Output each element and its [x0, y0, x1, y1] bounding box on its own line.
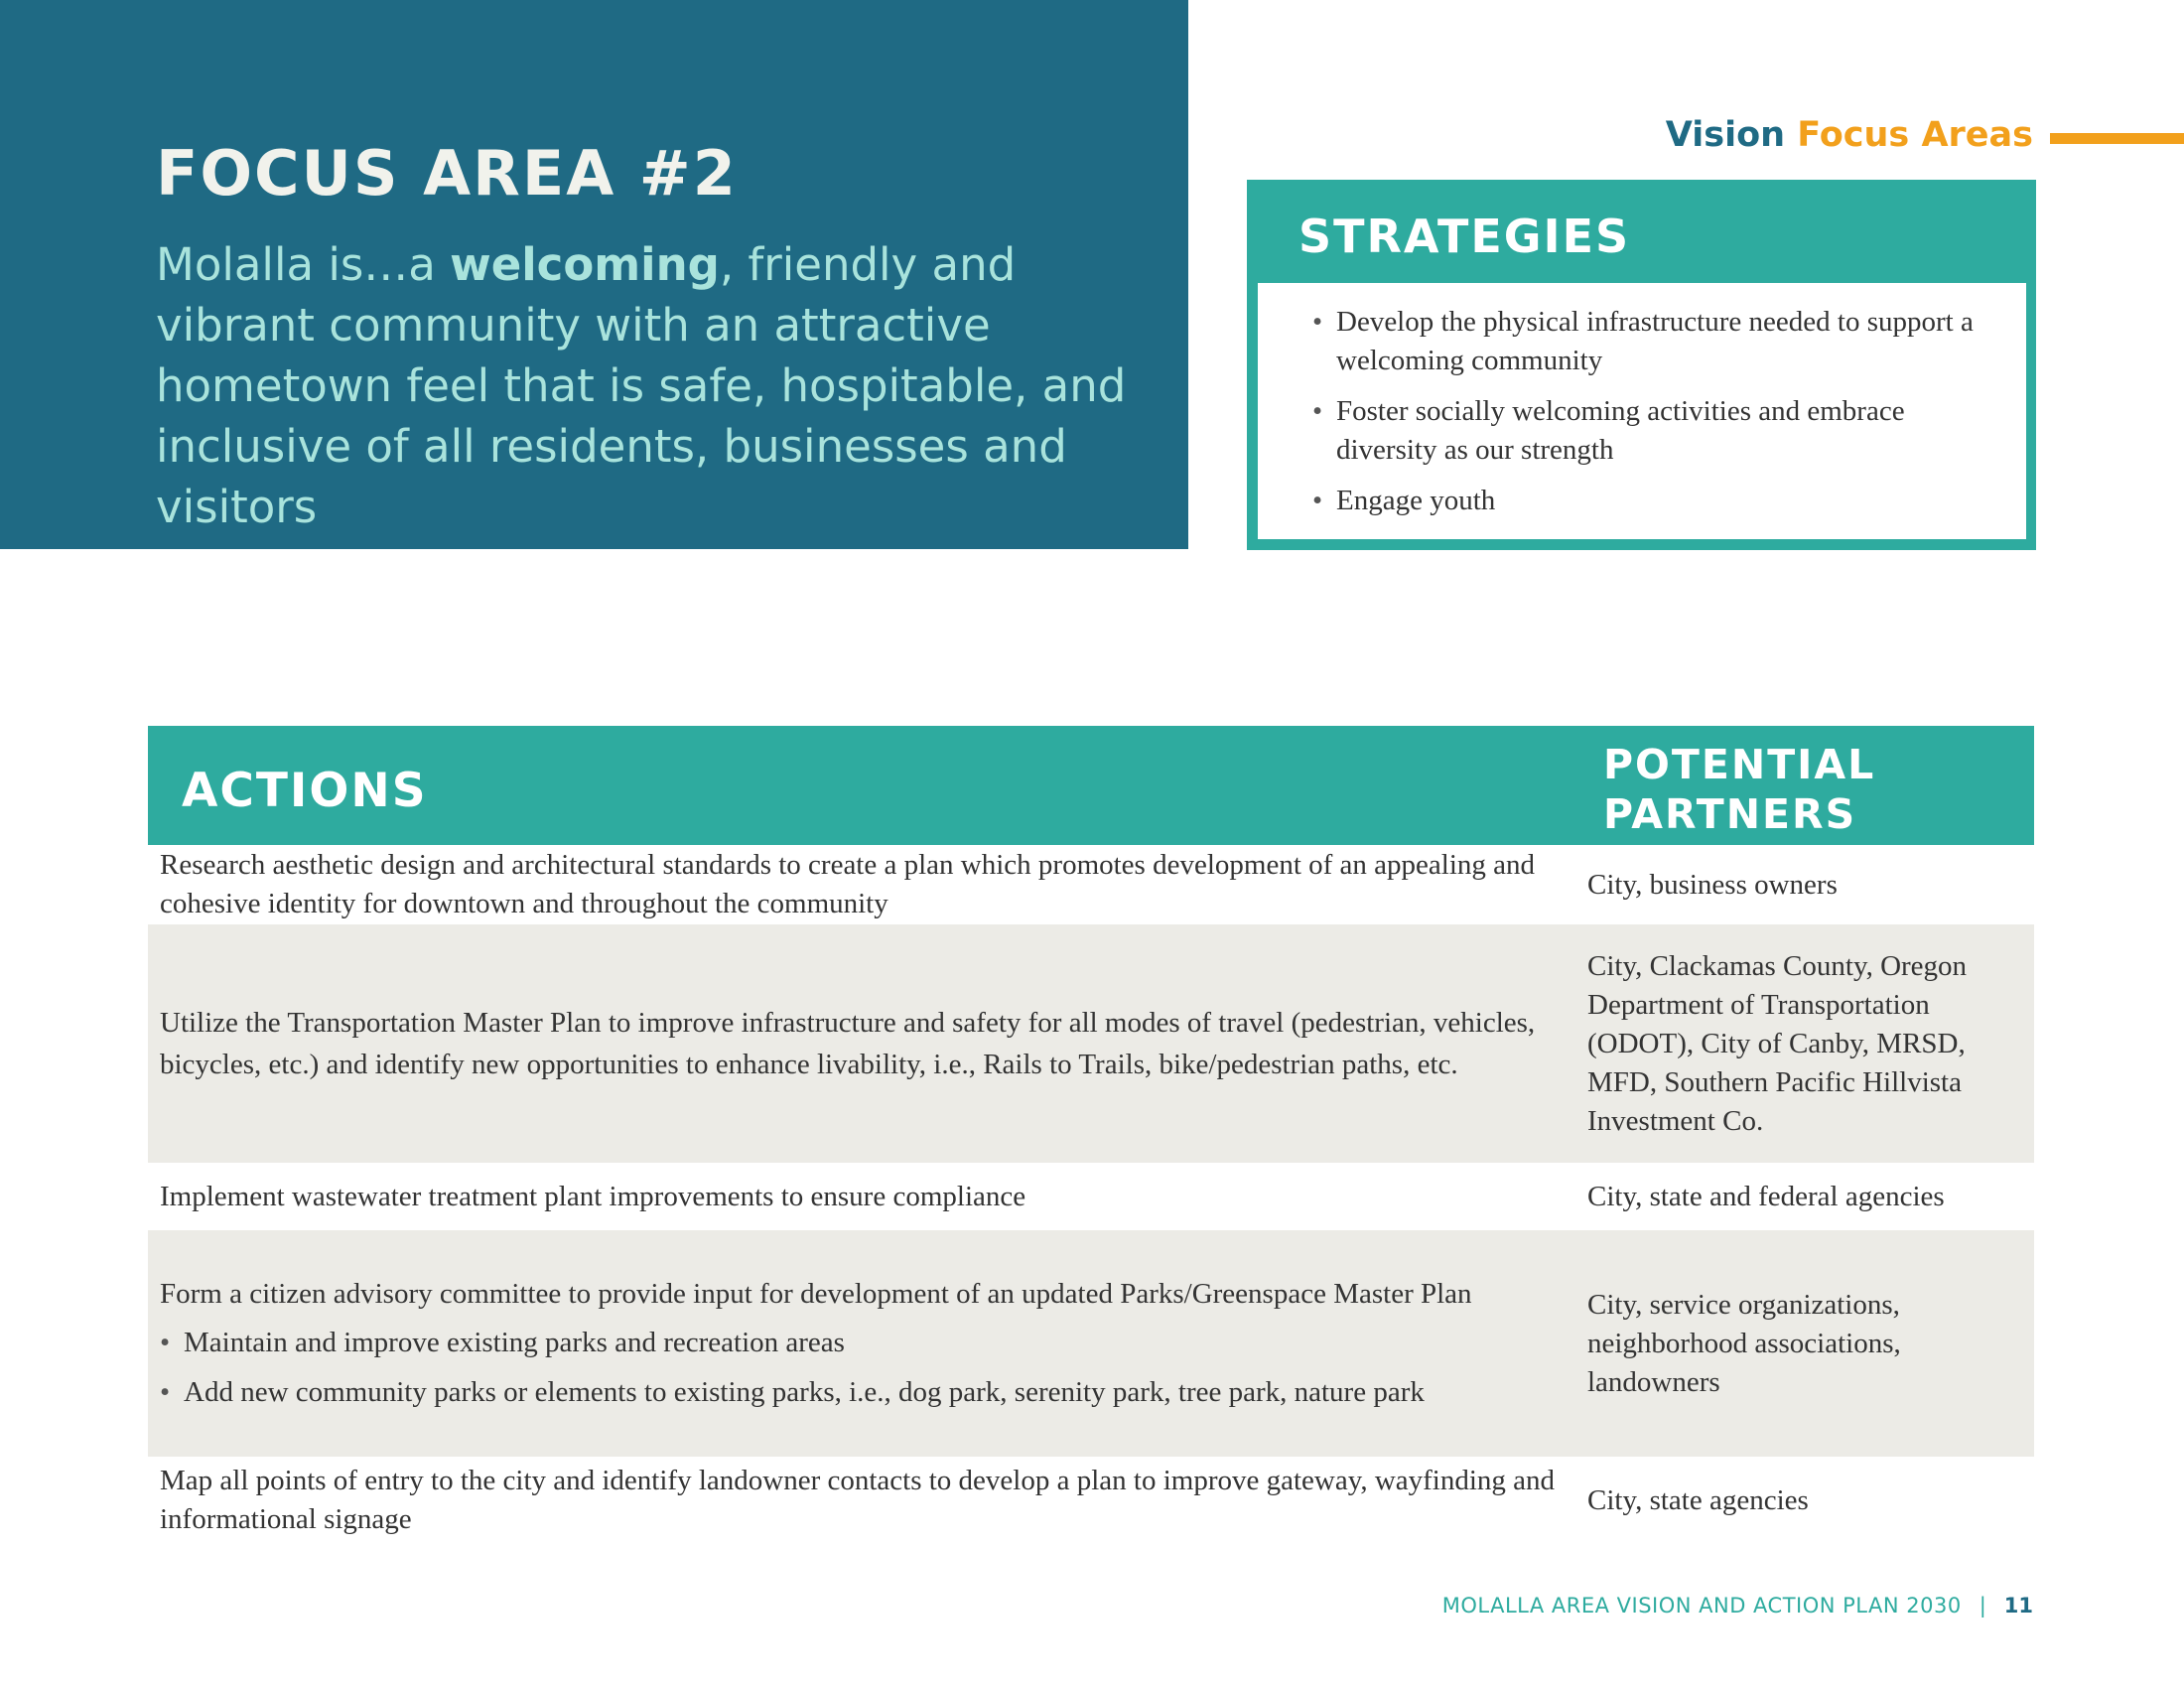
table-row [148, 1457, 2034, 1544]
partners-column-header: POTENTIAL PARTNERS [1603, 741, 1876, 838]
action-sub-item: • Maintain and improve existing parks and recreation areas [160, 1324, 1568, 1362]
action-sub-list [160, 1324, 1568, 1412]
table-row [148, 1230, 2034, 1457]
footer-separator: | [1979, 1594, 1986, 1618]
partners-cell: City, state and federal agencies [1587, 1180, 1945, 1212]
action-cell: Research aesthetic design and architectural standards to create a plan which promotes development of an appealing and cohesive identity for downtown and throughout the community [160, 849, 1536, 919]
partners-cell: City, business owners [1587, 868, 1838, 901]
action-cell: Implement wastewater treatment plant improvements to ensure compliance [160, 1180, 1026, 1212]
actions-table [148, 726, 2034, 1544]
partners-cell: City, state agencies [1587, 1483, 1809, 1516]
action-text: Form a citizen advisory committee to provide input for development of an updated Parks/Greenspace Master Plan [160, 1278, 1472, 1310]
actions-table-header [148, 726, 2034, 845]
statement-lead: Molalla is…a [156, 238, 451, 291]
statement-rest: , friendly and vibrant community with an attractive hometown feel that is safe, hospitable, and inclusive of all residents, businesses and visitors [156, 238, 1127, 533]
section-label-vision: Vision [1665, 115, 1786, 155]
footer-title: MOLALLA AREA VISION AND ACTION PLAN 2030 [1441, 1594, 1962, 1618]
section-label [1666, 115, 2033, 155]
table-row [148, 1163, 2034, 1230]
table-row [148, 845, 2034, 924]
strategies-title: STRATEGIES [1298, 210, 1631, 263]
section-label-accent-bar [2050, 133, 2184, 144]
statement-emphasis: welcoming [450, 238, 720, 291]
focus-area-title: FOCUS AREA #2 [156, 137, 738, 210]
actions-column-header: ACTIONS [182, 764, 428, 818]
action-sub-item: • Add new community parks or elements to existing parks, i.e., dog park, serenity park, tree park, nature park [160, 1373, 1568, 1412]
strategies-list [1312, 303, 2006, 532]
section-label-focus-areas: Focus Areas [1797, 115, 2033, 155]
focus-area-banner [0, 0, 1188, 549]
action-cell: Map all points of entry to the city and identify landowner contacts to develop a plan to improve gateway, wayfinding and informational signage [160, 1465, 1556, 1535]
strategies-box [1247, 180, 2036, 550]
strategy-item: • Foster socially welcoming activities and embrace diversity as our strength [1312, 392, 2006, 470]
strategy-item: • Develop the physical infrastructure needed to support a welcoming community [1312, 303, 2006, 380]
strategies-list-panel [1258, 283, 2026, 539]
page-number: 11 [2003, 1594, 2033, 1618]
focus-area-statement [156, 234, 1159, 537]
partners-cell: City, service organizations, neighborhood associations, landowners [1587, 1288, 1901, 1398]
strategy-item: • Engage youth [1312, 482, 2006, 520]
page-footer [1442, 1594, 2033, 1618]
table-row [148, 924, 2034, 1163]
partners-cell: City, Clackamas County, Oregon Department of Transportation (ODOT), City of Canby, MRSD, MFD, Southern Pacific Hillvista Investment Co. [1587, 949, 1968, 1137]
action-cell [148, 1275, 1568, 1412]
action-cell: Utilize the Transportation Master Plan to improve infrastructure and safety for all modes of travel (pedestrian, vehicles, bicycles, etc.) and identify new opportunities to enhance livability, i.e., Rails to Trails, bike/pedestrian paths, etc. [160, 1007, 1536, 1080]
